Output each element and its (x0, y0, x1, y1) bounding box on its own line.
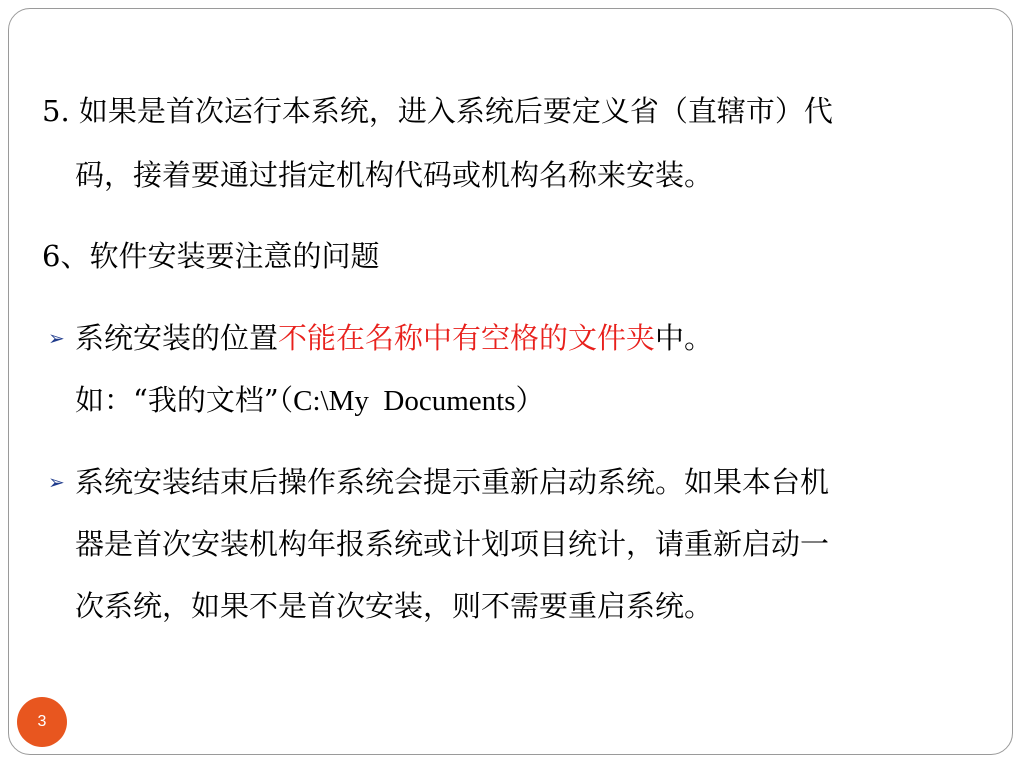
bullet-1-example-suffix: ） (515, 383, 545, 417)
paragraph-5-line-1: 5. 如果是首次运行本系统，进入系统后要定义省（直辖市）代 (42, 94, 833, 128)
bullet-1-text (75, 320, 713, 356)
section-6-heading: 6、软件安装要注意的问题 (42, 239, 380, 273)
bullet-2-line-2: 器是首次安装机构年报系统或计划项目统计，请重新启动一 (75, 527, 830, 561)
arrow-bullet-icon: ➢ (48, 470, 65, 494)
bullet-1-text-after: 中。 (655, 321, 714, 355)
arrow-bullet-icon: ➢ (48, 326, 65, 350)
page-number-badge (17, 697, 67, 747)
paragraph-5-line-2: 码，接着要通过指定机构代码或机构名称来安装。 (75, 158, 714, 192)
bullet-1-example (75, 382, 545, 419)
bullet-1-text-before: 系统安装的位置 (75, 321, 279, 355)
bullet-1-highlight: 不能在名称中有空格的文件夹 (278, 321, 656, 355)
bullet-2-line-3: 次系统，如果不是首次安装，则不需要重启系统。 (75, 589, 714, 623)
bullet-1-example-path: C:\My Documents (293, 385, 516, 417)
bullet-2-line-1: 系统安装结束后操作系统会提示重新启动系统。如果本台机 (75, 465, 830, 499)
bullet-1-example-prefix: 如：“我的文档”（ (75, 383, 294, 417)
page-number: 3 (37, 713, 47, 730)
